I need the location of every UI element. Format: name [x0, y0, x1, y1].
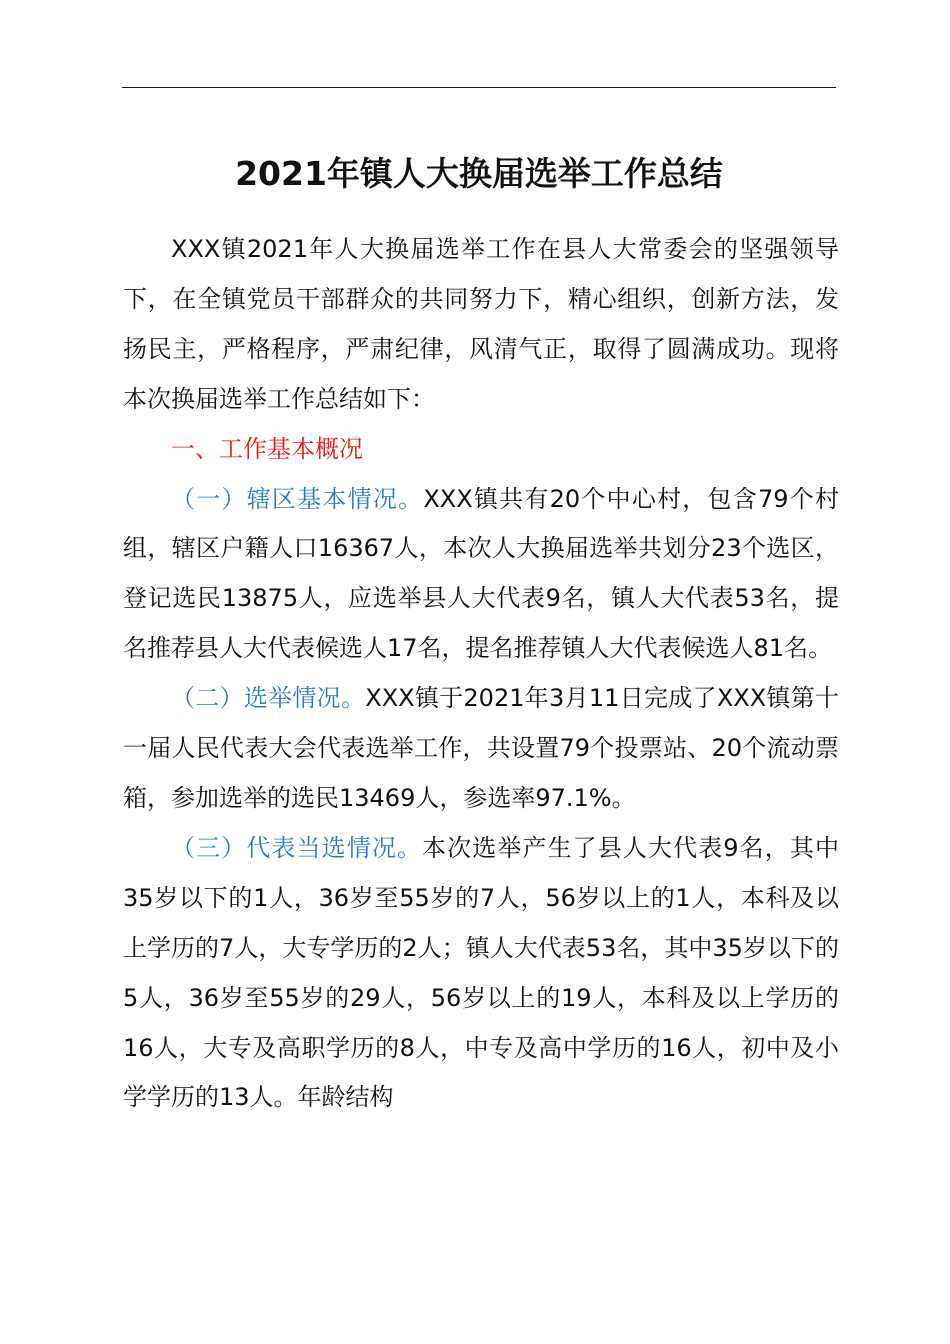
subsection-heading-2: （二）选举情况。	[171, 684, 366, 713]
document-body	[123, 225, 839, 1123]
section-heading	[123, 425, 839, 475]
subsection-paragraph-1	[123, 475, 839, 675]
header-rule	[122, 87, 836, 88]
subsection-heading-3: （三）代表当选情况。	[171, 833, 423, 862]
subsection-paragraph-2	[123, 674, 839, 824]
subsection-text-3: 本次选举产生了县人大代表9名，其中35岁以下的1人，36岁至55岁的7人，56岁以上的1人，本科及以上学历的7人，大专学历的2人；镇人大代表53名，其中35岁以下的5人，36岁至55岁的29人，56岁以上的19人，本科及以上学历的16人，大专及高职学历的8人，中专及高中学历的16人，初中及小学学历的13人。年龄结构	[123, 833, 839, 1112]
intro-paragraph: XXX镇2021年人大换届选举工作在县人大常委会的坚强领导下，在全镇党员干部群众的共同努力下，精心组织，创新方法，发扬民主，严格程序，严肃纪律，风清气正，取得了圆满成功。现将本次换届选举工作总结如下：	[123, 235, 839, 413]
document-title: 2021年镇人大换届选举工作总结	[235, 154, 723, 193]
subsection-text-2: XXX镇于2021年3月11日完成了XXX镇第十一届人民代表大会代表选举工作，共设置79个投票站、20个流动票箱，参加选举的选民13469人，参选率97.1%。	[123, 684, 839, 812]
section-heading-text: 一、工作基本概况	[171, 434, 363, 463]
subsection-text-1: XXX镇共有20个中心村，包含79个村组，辖区户籍人口16367人，本次人大换届选举共划分23个选区，登记选民13875人，应选举县人大代表9名，镇人大代表53名，提名推荐县人大代表候选人17名，提名推荐镇人大代表候选人81名。	[123, 484, 840, 663]
subsection-paragraph-3	[123, 824, 839, 1123]
subsection-heading-1: （一）辖区基本情况。	[171, 484, 424, 513]
